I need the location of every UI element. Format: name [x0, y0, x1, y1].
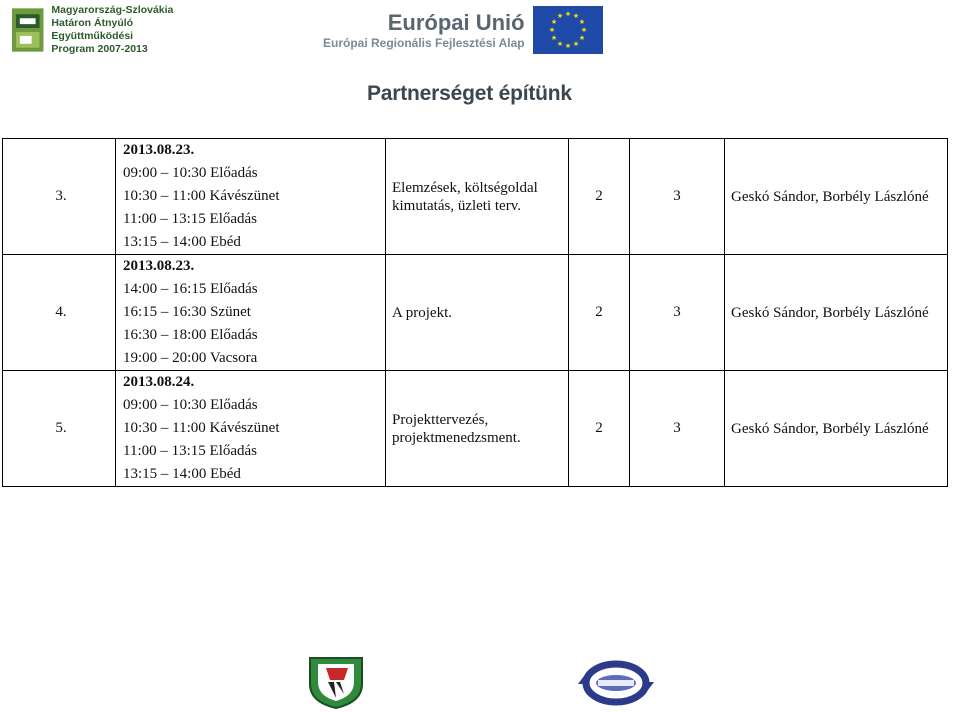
hours-cell: [569, 139, 630, 255]
row-number-cell: [3, 139, 116, 255]
svg-text:★: ★: [580, 26, 587, 34]
lecturer-text: Geskó Sándor, Borbély Lászlóné: [731, 304, 929, 321]
svg-text:★: ★: [572, 12, 579, 20]
program-item: 16:30 – 18:00 Előadás: [123, 327, 258, 343]
program-item: 09:00 – 10:30 Előadás: [123, 397, 258, 413]
program-cell: [116, 139, 386, 255]
hours-cell: [569, 255, 630, 371]
svg-text:★: ★: [550, 34, 557, 42]
hours-cell: [569, 371, 630, 487]
program-cell: [116, 371, 386, 487]
partner-cycle-icon: [576, 656, 656, 710]
program-logo: [10, 4, 215, 56]
topic-cell: [386, 371, 569, 487]
partner-crest-icon: [306, 654, 366, 710]
lecturer-cell: [725, 139, 948, 255]
hours-value: 2: [595, 188, 603, 204]
row-number: 3.: [55, 188, 67, 204]
program-item: 10:30 – 11:00 Kávészünet: [123, 188, 280, 204]
lecturer-text: Geskó Sándor, Borbély Lászlóné: [731, 420, 929, 437]
topic-cell: [386, 255, 569, 371]
count-value: 3: [673, 304, 681, 320]
row-number: 5.: [55, 420, 67, 436]
topic-text: Projekttervezés, projektmenedzsment.: [392, 411, 521, 446]
program-item: 10:30 – 11:00 Kávészünet: [123, 420, 280, 436]
program-item: 13:15 – 14:00 Ebéd: [123, 234, 241, 250]
svg-text:★: ★: [578, 18, 585, 26]
program-item: 09:00 – 10:30 Előadás: [123, 165, 258, 181]
slogan: Partnerséget építünk: [367, 82, 572, 105]
program-item: 11:00 – 13:15 Előadás: [123, 211, 258, 227]
schedule-table: [2, 138, 948, 487]
count-value: 3: [673, 188, 681, 204]
hours-value: 2: [595, 304, 603, 320]
svg-text:★: ★: [564, 42, 571, 50]
svg-text:★: ★: [550, 18, 557, 26]
count-value: 3: [673, 420, 681, 436]
program-item: 16:15 – 16:30 Szünet: [123, 304, 251, 320]
svg-text:★: ★: [578, 34, 585, 42]
program-cell: [116, 255, 386, 371]
program-logo-line: Program 2007-2013: [51, 43, 148, 55]
program-logo-line: Határon Átnyúló Együttműködési: [51, 17, 134, 42]
table-row: [3, 139, 948, 255]
session-date: 2013.08.23.: [123, 258, 195, 274]
program-item: 19:00 – 20:00 Vacsora: [123, 350, 258, 366]
count-cell: [630, 255, 725, 371]
program-item: 14:00 – 16:15 Előadás: [123, 281, 258, 297]
row-number: 4.: [55, 304, 67, 320]
svg-text:★: ★: [556, 40, 563, 48]
svg-text:★: ★: [572, 40, 579, 48]
eu-flag-icon: [533, 6, 603, 54]
eu-title: Európai Unió: [387, 10, 525, 35]
table-row: [3, 255, 948, 371]
program-emblem-icon: [10, 6, 45, 54]
lecturer-text: Geskó Sándor, Borbély Lászlóné: [731, 188, 929, 205]
lecturer-cell: [725, 371, 948, 487]
count-cell: [630, 371, 725, 487]
hours-value: 2: [595, 420, 603, 436]
eu-logo: [323, 6, 603, 54]
program-item: 11:00 – 13:15 Előadás: [123, 443, 258, 459]
svg-text:★: ★: [556, 12, 563, 20]
session-date: 2013.08.23.: [123, 142, 195, 158]
row-number-cell: [3, 255, 116, 371]
program-logo-line: Magyarország-Szlovákia: [51, 4, 174, 16]
topic-cell: [386, 139, 569, 255]
session-date: 2013.08.24.: [123, 374, 195, 390]
eu-subtitle: Európai Regionális Fejlesztési Alap: [323, 36, 525, 50]
program-item: 13:15 – 14:00 Ebéd: [123, 466, 241, 482]
table-row: [3, 371, 948, 487]
topic-text: A projekt.: [392, 304, 452, 321]
svg-text:★: ★: [548, 26, 555, 34]
lecturer-cell: [725, 255, 948, 371]
row-number-cell: [3, 371, 116, 487]
count-cell: [630, 139, 725, 255]
svg-text:★: ★: [564, 10, 571, 18]
topic-text: Elemzések, költségoldal kimutatás, üzleti terv.: [392, 179, 538, 214]
